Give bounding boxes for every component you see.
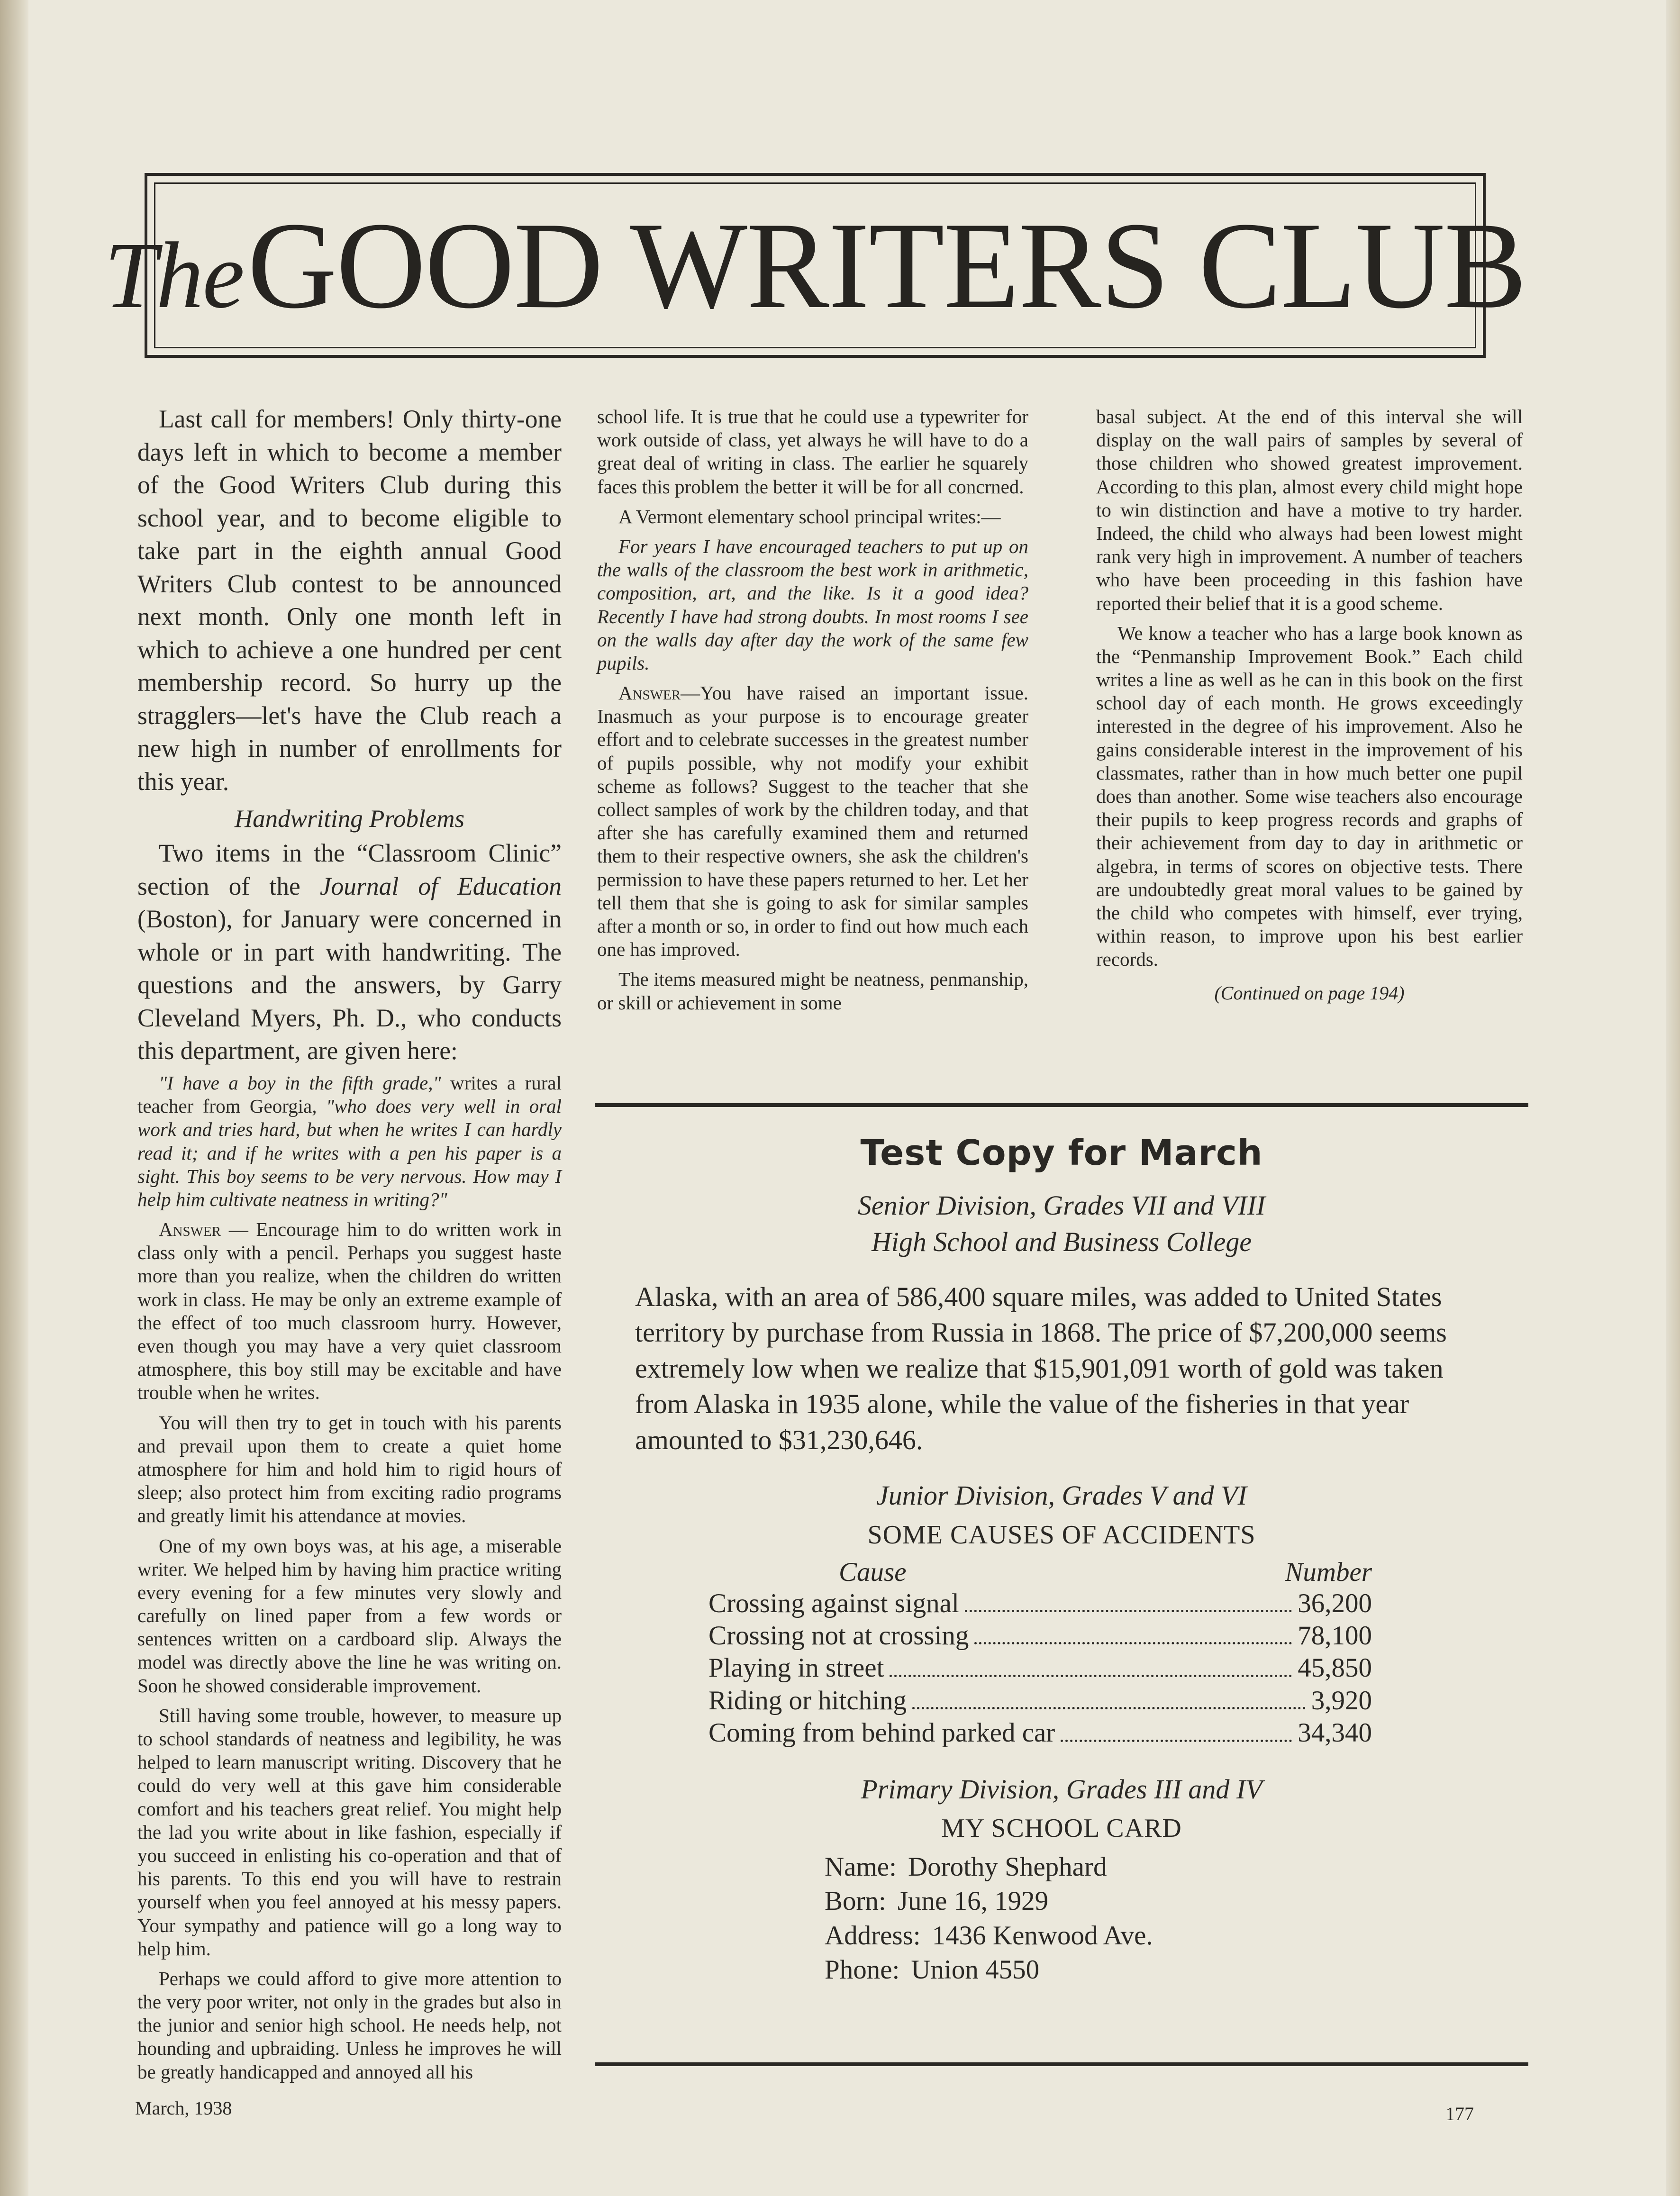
card-value: Dorothy Shephard <box>908 1852 1107 1882</box>
row-number: 34,340 <box>1298 1718 1372 1748</box>
paragraph: You will then try to get in touch with his parents and prevail upon them to create a quiet home atmosphere for him and hold him to rigid hours of sleep; also protect him from exciting radio programs and greatly limit his attendance at movies. <box>137 1411 562 1527</box>
card-row <box>825 1953 1528 1987</box>
table-row <box>708 1588 1372 1620</box>
paragraph: The items measured might be neatness, penmanship, or skill or achievement in some <box>597 968 1028 1014</box>
row-number: 36,200 <box>1298 1588 1372 1618</box>
test-copy-title: Test Copy for March <box>860 1133 1263 1173</box>
masthead-title <box>104 197 1526 334</box>
row-cause: Playing in street <box>708 1653 884 1683</box>
card-label: Born: <box>825 1886 886 1916</box>
answer-1-text: — Encourage him to do written work in class only with a pencil. Perhaps you suggest haste more than you realize, when the children do written work in class. He may be only an extreme example of the effect of too much classroom hurry. However, even though you may have a very quiet classroom atmosphere, this boy still may be excitable and have trouble when he writes. <box>137 1218 562 1404</box>
dot-leader <box>965 1588 1292 1612</box>
primary-division-heading: Primary Division, Grades III and IV <box>861 1773 1262 1805</box>
row-cause: Crossing against signal <box>708 1588 959 1618</box>
question-1-quote-b: "who does very well in oral work and tries hard, but when he writes I can hardly read it; and if he writes with a pen his paper is a sight. This boy seems to be very nervous. How may I help him cultivate neatness in writing?" <box>137 1095 562 1210</box>
answer-2-text: —You have raised an important issue. Inasmuch as your purpose is to encourage greater effort and to celebrate successes in the greatest number of pupils possible, why not modify your exhibit scheme as follows? Suggest to the teacher that she collect samples of work by the children today, and that after she has carefully examined them and returned them to their respective owners, she ask the children's permission to have these papers returned to her. Let her tell them that she is going to ask for similar samples after a month or so, in order to find out how much each one has improved. <box>597 682 1028 961</box>
row-cause: Crossing not at crossing <box>708 1620 969 1651</box>
bottom-rule <box>595 2062 1528 2066</box>
paragraph: Still having some trouble, however, to measure up to school standards of neatness and legibility, he was helped to learn manuscript writing. Discovery that he could do very well at this gave him considerable comfort and his teachers great relief. You might help the lad you write about in like fashion, especially if you succeed in enlisting his co-operation and that of his parents. To this end you will have to restrain yourself when you feel annoyed at his messy papers. Your sympathy and patience will go a long way to help him. <box>137 1704 562 1960</box>
school-card <box>825 1850 1528 1987</box>
row-cause: Coming from behind parked car <box>708 1718 1055 1748</box>
answer-1 <box>137 1218 562 1405</box>
continued-note: (Continued on page 194) <box>1214 982 1405 1004</box>
card-value: June 16, 1929 <box>897 1886 1049 1916</box>
dot-leader <box>890 1652 1292 1677</box>
paragraph: One of my own boys was, at his age, a miserable writer. We helped him by having him practice writing every evening for a few minutes very slowly and carefully on lined paper from a few words or sentences written on a cardboard slip. Always the model was directly above the line he was writing on. Soon he showed considerable improvement. <box>137 1534 562 1697</box>
question-1 <box>137 1071 562 1211</box>
answer-2-label: Answer <box>618 682 681 704</box>
paragraph: school life. It is true that he could use a typewriter for work outside of class, yet always he will have to do a great deal of writing in class. The earlier he squarely faces this problem the better it will be for all concrned. <box>597 406 1028 498</box>
card-value: Union 4550 <box>911 1955 1040 1985</box>
column-header-number: Number <box>1285 1557 1372 1587</box>
masthead-frame <box>104 173 1526 358</box>
masthead-name: GOOD WRITERS CLUB <box>247 197 1526 334</box>
question-2: For years I have encouraged teachers to put up on the walls of the classroom the best work in arithmetic, composition, art, and the like. Is it a good idea? Recently I have had strong doubts. In most rooms I see on the walls day after day the work of the same few pupils. <box>597 535 1028 674</box>
table-body <box>708 1588 1372 1750</box>
card-row <box>825 1919 1528 1953</box>
paragraph: We know a teacher who has a large book known as the “Penmanship Improvement Book.” Each child writes a line as well as he can in this book on the first school day of each month. He grows exceedingly interested in the degree of his improvement. Also he gains considerable interest in the improvement of his classmates, rather than in how much better one pupil does than another. Some wise teachers also encourage their pupils to keep progress records and graphs of their achievement from day to day in arithmetic or algebra, in terms of scores on objective tests. There are undoubtedly great moral values to be gained by the child who competes with himself, ever trying, within reason, to improve upon his best earlier records. <box>1096 622 1523 971</box>
paragraph: A Vermont elementary school principal writes:— <box>618 505 1001 527</box>
paragraph: basal subject. At the end of this interval she will display on the wall pairs of samples by several of those children who showed greatest improvement. According to this plan, almost every child might hope to win distinction and have a motive to try harder. Indeed, the child who always had been lowest might rank very high in improvement. A number of teachers who have been proceeding in this fashion have reported their belief that it is a good scheme. <box>1096 406 1523 614</box>
senior-test-text: Alaska, with an area of 586,400 square miles, was added to United States territory by purchase from Russia in 1868. The price of $7,200,000 seems extremely low when we realize that $15,901,091 worth of gold was taken from Alaska in 1935 alone, while the value of the fisheries in that year amounted to $31,230,646. <box>635 1281 1447 1455</box>
top-rule <box>595 1103 1528 1107</box>
card-label: Name: <box>825 1852 897 1882</box>
column-header-cause: Cause <box>839 1557 907 1587</box>
table-row <box>708 1685 1372 1717</box>
test-copy-section <box>595 1133 1528 1987</box>
journal-text-b: (Boston), for January were concerned in whole or in part with handwriting. The questions and the answers, by Garry Cleveland Myers, Ph. D., who conducts this department, are given here: <box>137 905 562 1065</box>
senior-heading-line-2: High School and Business College <box>871 1226 1252 1257</box>
dot-leader <box>912 1685 1306 1709</box>
column-2 <box>597 405 1028 1021</box>
row-number: 45,850 <box>1298 1653 1372 1683</box>
accidents-table <box>708 1557 1372 1750</box>
junior-title: SOME CAUSES OF ACCIDENTS <box>867 1520 1256 1550</box>
table-row <box>708 1652 1372 1684</box>
paragraph: Perhaps we could afford to give more attention to the very poor writer, not only in the grades but also in the junior and senior high school. He needs help, not hounding and upbraiding. Unless he improves he will be greatly handicapped and annoyed all his <box>137 1967 562 2083</box>
journal-title: Journal of Education <box>319 871 562 900</box>
page-edge <box>1666 0 1680 2196</box>
answer-1-label: Answer <box>159 1218 221 1241</box>
subhead-handwriting-problems: Handwriting Problems <box>234 805 465 833</box>
question-1-attribution: writes a rural teacher from Georgia, <box>137 1071 562 1117</box>
journal-text-a: Two items in the “Classroom Clinic” section of the <box>137 839 562 900</box>
senior-division-heading <box>595 1188 1528 1260</box>
card-value: 1436 Kenwood Ave. <box>932 1920 1153 1951</box>
card-row <box>825 1884 1528 1918</box>
answer-2 <box>597 681 1028 961</box>
masthead-inner-frame <box>104 182 1526 348</box>
card-label: Address: <box>825 1920 921 1951</box>
page-number: 177 <box>1445 2103 1474 2124</box>
table-header <box>839 1557 1372 1588</box>
row-number: 3,920 <box>1311 1685 1372 1715</box>
table-row <box>708 1620 1372 1652</box>
book-spine-shadow <box>0 0 28 2196</box>
primary-title: MY SCHOOL CARD <box>941 1814 1182 1843</box>
card-label: Phone: <box>825 1955 900 1985</box>
question-1-quote-a: "I have a boy in the fifth grade," <box>159 1071 441 1094</box>
senior-heading-line-1: Senior Division, Grades VII and VIII <box>857 1190 1266 1221</box>
journal-paragraph <box>137 837 562 1068</box>
intro-block <box>137 403 562 1068</box>
intro-paragraph: Last call for members! Only thirty-one days left in which to become a member of the Good Writers Club during this school year, and to become eligible to take part in the eighth annual Good Writers Club contest to be announced next month. Only one month left in which to achieve a one hundred per cent membership record. So hurry up the stragglers—let's have the Club reach a new high in number of enrollments for this year. <box>137 405 562 796</box>
row-number: 78,100 <box>1298 1620 1372 1651</box>
row-cause: Riding or hitching <box>708 1685 907 1715</box>
table-row <box>708 1717 1372 1749</box>
card-row <box>825 1850 1528 1884</box>
column-1 <box>137 403 562 2090</box>
junior-division-heading: Junior Division, Grades V and VI <box>876 1480 1247 1511</box>
footer-date: March, 1938 <box>135 2097 232 2119</box>
column-3 <box>1096 405 1523 1005</box>
dot-leader <box>974 1620 1292 1644</box>
masthead-the: The <box>104 223 244 328</box>
dot-leader <box>1061 1717 1292 1742</box>
